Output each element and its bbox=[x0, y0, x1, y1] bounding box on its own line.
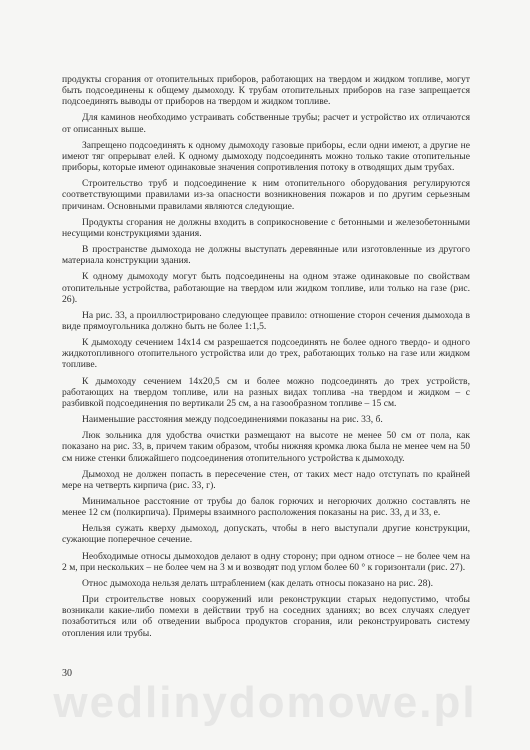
paragraph: Необходимые относы дымоходов делают в одну сторону; при одном относе – не более чем на 2 м, при нескольких – не более чем на 3 м и возводят под углом более 60 ° к горизонтали (рис. 27). bbox=[62, 550, 470, 573]
paragraph: К дымоходу сечением 14х14 см разрешается подсоединять не более одного твердо- и одного жидкотопливного отопительного устройства или до трех, работающих только на газе или жидком топливе. bbox=[62, 337, 470, 371]
paragraph: Продукты сгорания не должны входить в соприкосновение с бетонными и железобетонными несущими конструкциями здания. bbox=[62, 216, 470, 239]
paragraph: При строительстве новых сооружений или реконструкции старых недопустимо, чтобы возникали какие-либо помехи в действии труб на соседних зданиях; во всех случаях следует позаботиться или об отведении выброса продуктов сгорания, или реконструировать систему отопления или трубы. bbox=[62, 594, 470, 639]
paragraph: На рис. 33, а проиллюстрировано следующее правило: отношение сторон сечения дымохода в виде прямоугольника должно быть не более 1:1,5. bbox=[62, 309, 470, 332]
page-number: 30 bbox=[62, 668, 72, 679]
paragraph: Относ дымохода нельзя делать штраблением (как делать относы показано на рис. 28). bbox=[82, 577, 434, 589]
paragraph: Строительство труб и подсоединение к ним отопительного оборудования регулируются соответствующими правилами из-за опасности возникновения пожаров и по другим серьезным причинам. Основными правилами являются следующие. bbox=[62, 178, 470, 212]
paragraph: Запрещено подсоединять к одному дымоходу газовые приборы, если одни имеют, а другие не имеют тяг опрерыват елей. К одному дымоходу подсоединять можно только такие отопительные приборы, которые имеют одинаковые значения сопротивления потоку в отводящих дым трубах. bbox=[62, 139, 470, 174]
paragraph: К одному дымоходу могут быть подсоединены на одном этаже одинаковые по свойствам отопительные устройства, работающие на твердом или жидком топливе, или только на газе (рис. 26). bbox=[62, 271, 470, 305]
paragraph: Для каминов необходимо устраивать собственные трубы; расчет и устройство их отличаются от описанных выше. bbox=[62, 112, 470, 135]
watermark: wedlinydomowe.pl bbox=[53, 678, 477, 727]
paragraph: Минимальное расстояние от трубы до балок горючих и негорючих должно составлять не менее 12 см (полкирпича). Примеры взаимного расположения показаны на рис. 33, д и 33, е. bbox=[62, 496, 470, 519]
paragraph: продукты сгорания от отопительных приборов, работающих на твердом и жидком топливе, могут быть подсоединены к общему дымоходу. К трубам отопительных приборов на газе запрещается подсоединять выводы от приборов на твердом и жидком топливе. bbox=[62, 74, 470, 108]
paragraph: Нельзя сужать кверху дымоход, допускать, чтобы в него выступали другие конструкции, сужающие поперечное сечение. bbox=[62, 523, 470, 546]
body-text bbox=[62, 74, 470, 644]
paragraph: В пространстве дымохода не должны выступать деревянные или изготовленные из другого материала конструкции здания. bbox=[62, 244, 470, 267]
paragraph: К дымоходу сечением 14х20,5 см и более можно подсоединять до трех устройств, работающих на твердом топливе, или на разных видах топлива -на твердом и жидком – с разбивкой подсоединения по вертикали 25 см, а на газообразном топливе – 15 см. bbox=[62, 375, 470, 409]
paragraph: Дымоход не должен попасть в пересечение стен, от таких мест надо отступать по крайней мере на четверть кирпича (рис. 33, г). bbox=[62, 468, 470, 491]
paragraph: Люк зольника для удобства очистки размещают на высоте не менее 50 см от пола, как показано на рис. 33, в, причем таким образом, чтобы нижняя кромка люка была не менее чем на 50 см ниже стенки ближайшего подсоединения отопительного устройства к дымоходу. bbox=[62, 430, 470, 464]
paragraph: Наименьшие расстояния между подсоединениями показаны на рис. 33, б. bbox=[82, 414, 383, 426]
